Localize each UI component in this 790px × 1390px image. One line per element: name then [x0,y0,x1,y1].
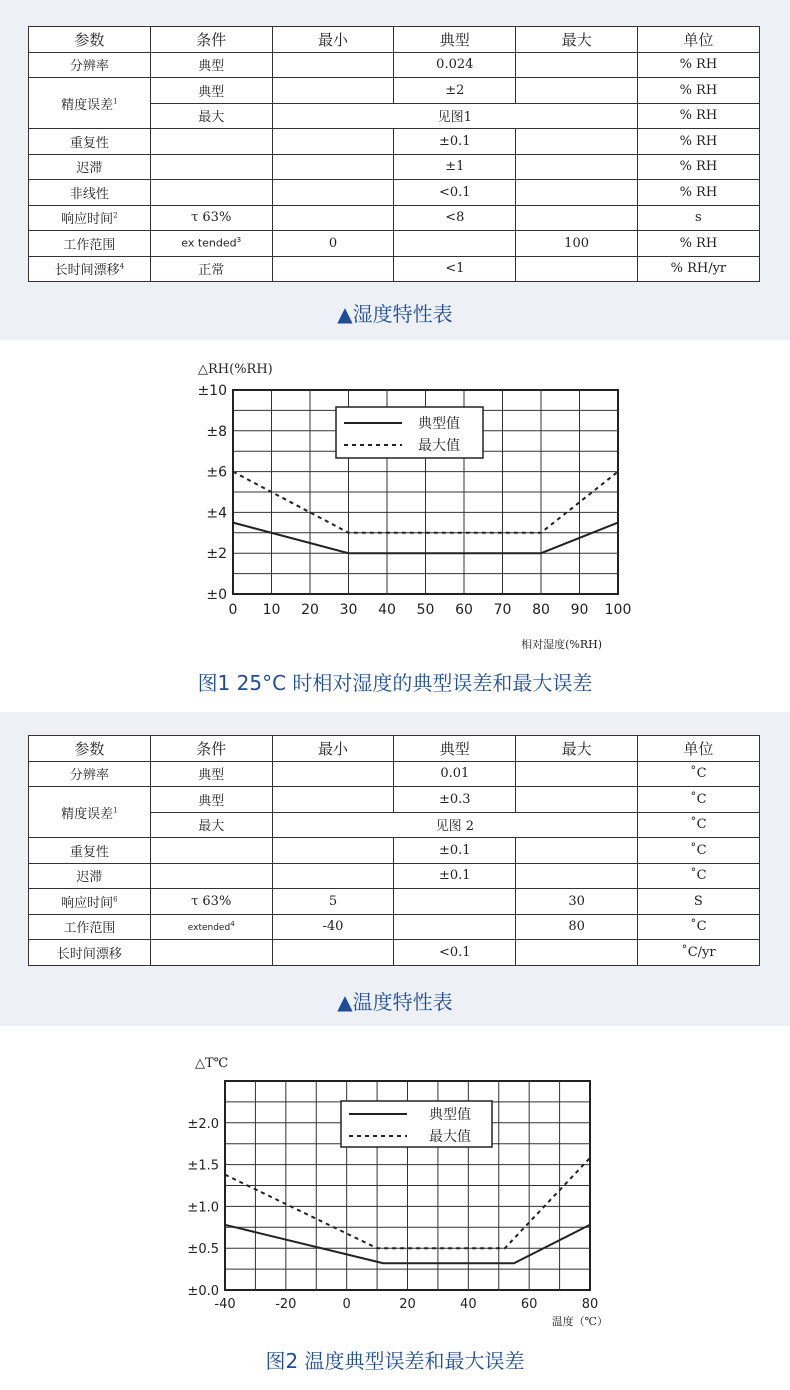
footnote-marker: 4 [230,920,235,929]
cell-text: 典型 [198,84,225,100]
cell-param [29,863,151,889]
cell-typ [394,78,516,104]
cell-text: ˚C [690,791,707,807]
cell-text: % RH [679,108,718,124]
cell-min [272,205,394,231]
cell-min [272,914,394,940]
x-tick-label: 40 [378,602,396,618]
cell-unit [637,256,759,282]
cell-cond [150,231,272,257]
y-tick-label: ±1.0 [187,1200,219,1216]
cell-typ [394,940,516,966]
column-header: 单位 [637,736,759,762]
cell-max [516,914,638,940]
table-row [29,256,760,282]
cell-param [29,231,151,257]
cell-text: τ 63% [191,893,232,909]
cell-text: 0.01 [440,766,470,782]
table-row [29,914,760,940]
y-tick-label: ±1.5 [187,1158,219,1174]
cell-text: % RH [679,184,718,200]
x-axis-label: 相对湿度(%RH) [521,638,602,651]
cell-typ [394,838,516,864]
table-row [29,231,760,257]
cell-min [272,78,394,104]
cell-text: 100 [564,235,589,251]
chart2-caption: 图2 温度典型误差和最大误差 [265,1349,525,1373]
table-row [29,129,760,155]
legend-box [336,407,483,458]
legend-label: 最大值 [429,1129,471,1145]
y-tick-label: ±2 [206,546,227,563]
cell-param [29,256,151,282]
y-tick-label: ±6 [206,464,227,481]
column-header: 最大 [516,27,638,53]
cell-text: <0.1 [439,944,471,960]
table-row [29,78,760,104]
cell-typ [394,914,516,940]
cell-typ [394,761,516,787]
cell-text: 典型 [198,59,225,75]
footnote-marker: 1 [113,806,118,815]
table-row [29,940,760,966]
cell-text: 30 [568,893,585,909]
x-tick-label: 70 [493,602,512,618]
y-tick-label: ±4 [206,505,227,522]
cell-unit [637,205,759,231]
cell-text: 最大 [198,110,225,126]
cell-text: 典型 [198,768,225,784]
legend-label: 典型值 [418,416,460,432]
cell-text: extended [187,923,231,934]
footnote-marker: 1 [113,97,118,106]
cell-text: <1 [445,261,465,277]
cell-typ [394,129,516,155]
cell-param [29,154,151,180]
cell-text: 重复性 [69,135,109,151]
x-axis-label: 温度（℃） [551,1315,608,1328]
cell-text: ˚C [690,842,707,858]
table-header-row [29,27,760,53]
humidity-table-caption: ▲湿度特性表 [337,302,453,326]
cell-max [516,231,638,257]
cell-text: 80 [568,919,585,935]
cell-unit [637,812,759,838]
column-header: 典型 [394,27,516,53]
humidity-error-chart [0,340,790,712]
cell-text: ˚C [690,919,707,935]
x-tick-label: 80 [532,602,550,618]
cell-cond [150,180,272,206]
table-row [29,838,760,864]
cell-text: 正常 [198,263,225,279]
cell-min [272,940,394,966]
footnote-marker: 2 [113,211,118,220]
cell-param [29,129,151,155]
cell-max [516,787,638,813]
cell-unit [637,914,759,940]
cell-text: 分辨率 [69,768,109,784]
cell-text: 典型 [198,793,225,809]
y-tick-label: ±0 [206,587,227,603]
table-row [29,761,760,787]
cell-typ [394,205,516,231]
x-tick-label: 60 [455,602,473,618]
cell-max [516,838,638,864]
cell-text: 精度误差 [61,806,114,822]
cell-text: S [693,893,703,909]
cell-text: ±0.3 [439,791,471,807]
table-header-row [29,736,760,762]
column-header: 条件 [150,736,272,762]
cell-min [272,180,394,206]
x-tick-label: 10 [262,602,281,618]
column-header: 条件 [150,27,272,53]
cell-text: s [695,210,702,226]
x-tick-label: -20 [275,1297,297,1312]
x-tick-label: 20 [399,1297,416,1312]
table-row [29,180,760,206]
y-axis-label: △RH(%RH) [198,362,273,377]
footnote-marker: 6 [113,895,118,904]
cell-unit [637,52,759,78]
cell-param [29,787,151,838]
cell-cond [150,838,272,864]
cell-max [516,154,638,180]
cell-cond [150,761,272,787]
cell-text: 0 [328,235,338,251]
cell-text: ±1 [445,159,465,175]
cell-text: 迟滞 [76,870,103,886]
table-row [29,787,760,813]
cell-max [516,940,638,966]
cell-param [29,78,151,129]
cell-text: 响应时间 [61,212,114,228]
temperature-table-caption: ▲温度特性表 [337,990,453,1014]
cell-text: 精度误差 [61,97,114,113]
cell-text: 长时间漂移 [56,946,122,962]
cell-min [272,838,394,864]
cell-text: ±2 [445,82,465,98]
cell-param [29,940,151,966]
x-tick-label: 60 [520,1297,538,1312]
cell-min [272,154,394,180]
x-tick-label: 30 [339,602,358,618]
cell-text: <0.1 [439,184,471,200]
cell-unit [637,863,759,889]
cell-text: ˚C [690,868,707,884]
cell-text: 工作范围 [63,921,116,937]
cell-unit [637,787,759,813]
cell-unit [637,154,759,180]
cell-text: 见图1 [437,110,472,126]
cell-typ [394,889,516,915]
cell-typ [394,180,516,206]
cell-text: % RH/yr [670,261,727,277]
cell-cond [150,940,272,966]
cell-typ [394,52,516,78]
cell-typ [394,863,516,889]
cell-unit [637,180,759,206]
cell-text: % RH [679,57,718,73]
cell-param [29,52,151,78]
column-header: 参数 [29,27,151,53]
cell-text: 0.024 [436,57,474,73]
cell-cond [150,52,272,78]
temperature-spec-table [28,735,760,966]
x-tick-label: -40 [214,1297,236,1312]
footnote-marker: 4 [119,262,125,271]
table-row [29,863,760,889]
cell-text: ˚C/yr [681,944,716,960]
cell-text: ˚C [690,817,707,833]
cell-cond [150,129,272,155]
y-tick-label: ±10 [197,383,227,399]
cell-min [272,863,394,889]
cell-unit [637,889,759,915]
cell-param [29,838,151,864]
temperature-error-chart [0,1026,790,1366]
cell-cond [150,914,272,940]
cell-min [272,231,394,257]
cell-text: ±0.1 [439,868,471,884]
cell-min [272,761,394,787]
cell-cond [150,154,272,180]
cell-typ [394,787,516,813]
cell-text: 分辨率 [69,59,109,75]
cell-min [272,787,394,813]
cell-text: 非线性 [69,186,109,202]
cell-param [29,889,151,915]
y-tick-label: ±0.0 [187,1284,219,1299]
y-tick-label: ±2.0 [187,1116,219,1132]
cell-typ [394,256,516,282]
cell-min [272,256,394,282]
y-tick-label: ±0.5 [187,1242,219,1258]
cell-text: ±0.1 [439,842,471,858]
cell-text: % RH [679,82,718,98]
cell-text: 最大 [198,819,225,835]
cell-text: ±0.1 [439,133,471,149]
cell-text: ex tended [181,237,237,251]
cell-max [516,863,638,889]
cell-span_text [272,103,637,129]
chart1-caption: 图1 25°C 时相对湿度的典型误差和最大误差 [197,671,593,695]
cell-text: 见图 2 [435,819,474,835]
cell-cond [150,787,272,813]
cell-cond [150,812,272,838]
cell-max [516,761,638,787]
cell-text: <8 [445,210,465,226]
cell-unit [637,103,759,129]
cell-unit [637,761,759,787]
column-header: 典型 [394,736,516,762]
cell-unit [637,78,759,104]
cell-cond [150,863,272,889]
y-tick-label: ±8 [206,423,227,440]
cell-min [272,889,394,915]
column-header: 单位 [637,27,759,53]
cell-cond [150,256,272,282]
cell-text: % RH [679,159,718,175]
cell-param [29,761,151,787]
cell-typ [394,154,516,180]
table-row [29,889,760,915]
cell-text: % RH [679,133,718,149]
cell-cond [150,103,272,129]
cell-param [29,180,151,206]
cell-text: % RH [679,235,718,251]
cell-max [516,129,638,155]
table-row [29,154,760,180]
x-tick-label: 50 [416,602,435,618]
x-tick-label: 40 [460,1297,477,1312]
x-tick-label: 20 [301,602,319,618]
cell-max [516,256,638,282]
cell-text: -40 [322,919,344,935]
cell-min [272,52,394,78]
cell-text: 重复性 [69,844,109,860]
cell-cond [150,205,272,231]
cell-max [516,205,638,231]
cell-text: 长时间漂移 [54,263,120,279]
cell-cond [150,889,272,915]
table-row [29,52,760,78]
cell-unit [637,940,759,966]
legend-label: 典型值 [429,1107,471,1123]
cell-unit [637,838,759,864]
cell-unit [637,129,759,155]
cell-text: ˚C [690,766,707,782]
cell-max [516,52,638,78]
y-axis-label: △T℃ [195,1056,229,1071]
cell-text: 迟滞 [76,161,103,177]
footnote-marker: 3 [236,236,242,245]
cell-span_text [272,812,637,838]
cell-max [516,180,638,206]
cell-text: τ 63% [191,210,232,226]
cell-unit [637,231,759,257]
x-tick-label: 90 [570,602,589,618]
cell-max [516,889,638,915]
x-tick-label: 80 [581,1297,599,1312]
legend-label: 最大值 [418,438,460,454]
x-tick-label: 0 [228,602,238,618]
cell-text: 5 [328,893,338,909]
column-header: 最小 [272,27,394,53]
cell-min [272,129,394,155]
cell-text: 工作范围 [63,237,116,253]
cell-max [516,78,638,104]
x-tick-label: 0 [342,1297,351,1312]
cell-text: 响应时间 [61,895,114,911]
column-header: 参数 [29,736,151,762]
humidity-spec-table [28,26,760,282]
table-row [29,205,760,231]
cell-typ [394,231,516,257]
x-tick-label: 100 [604,602,632,618]
cell-cond [150,78,272,104]
cell-param [29,205,151,231]
column-header: 最大 [516,736,638,762]
cell-param [29,914,151,940]
column-header: 最小 [272,736,394,762]
